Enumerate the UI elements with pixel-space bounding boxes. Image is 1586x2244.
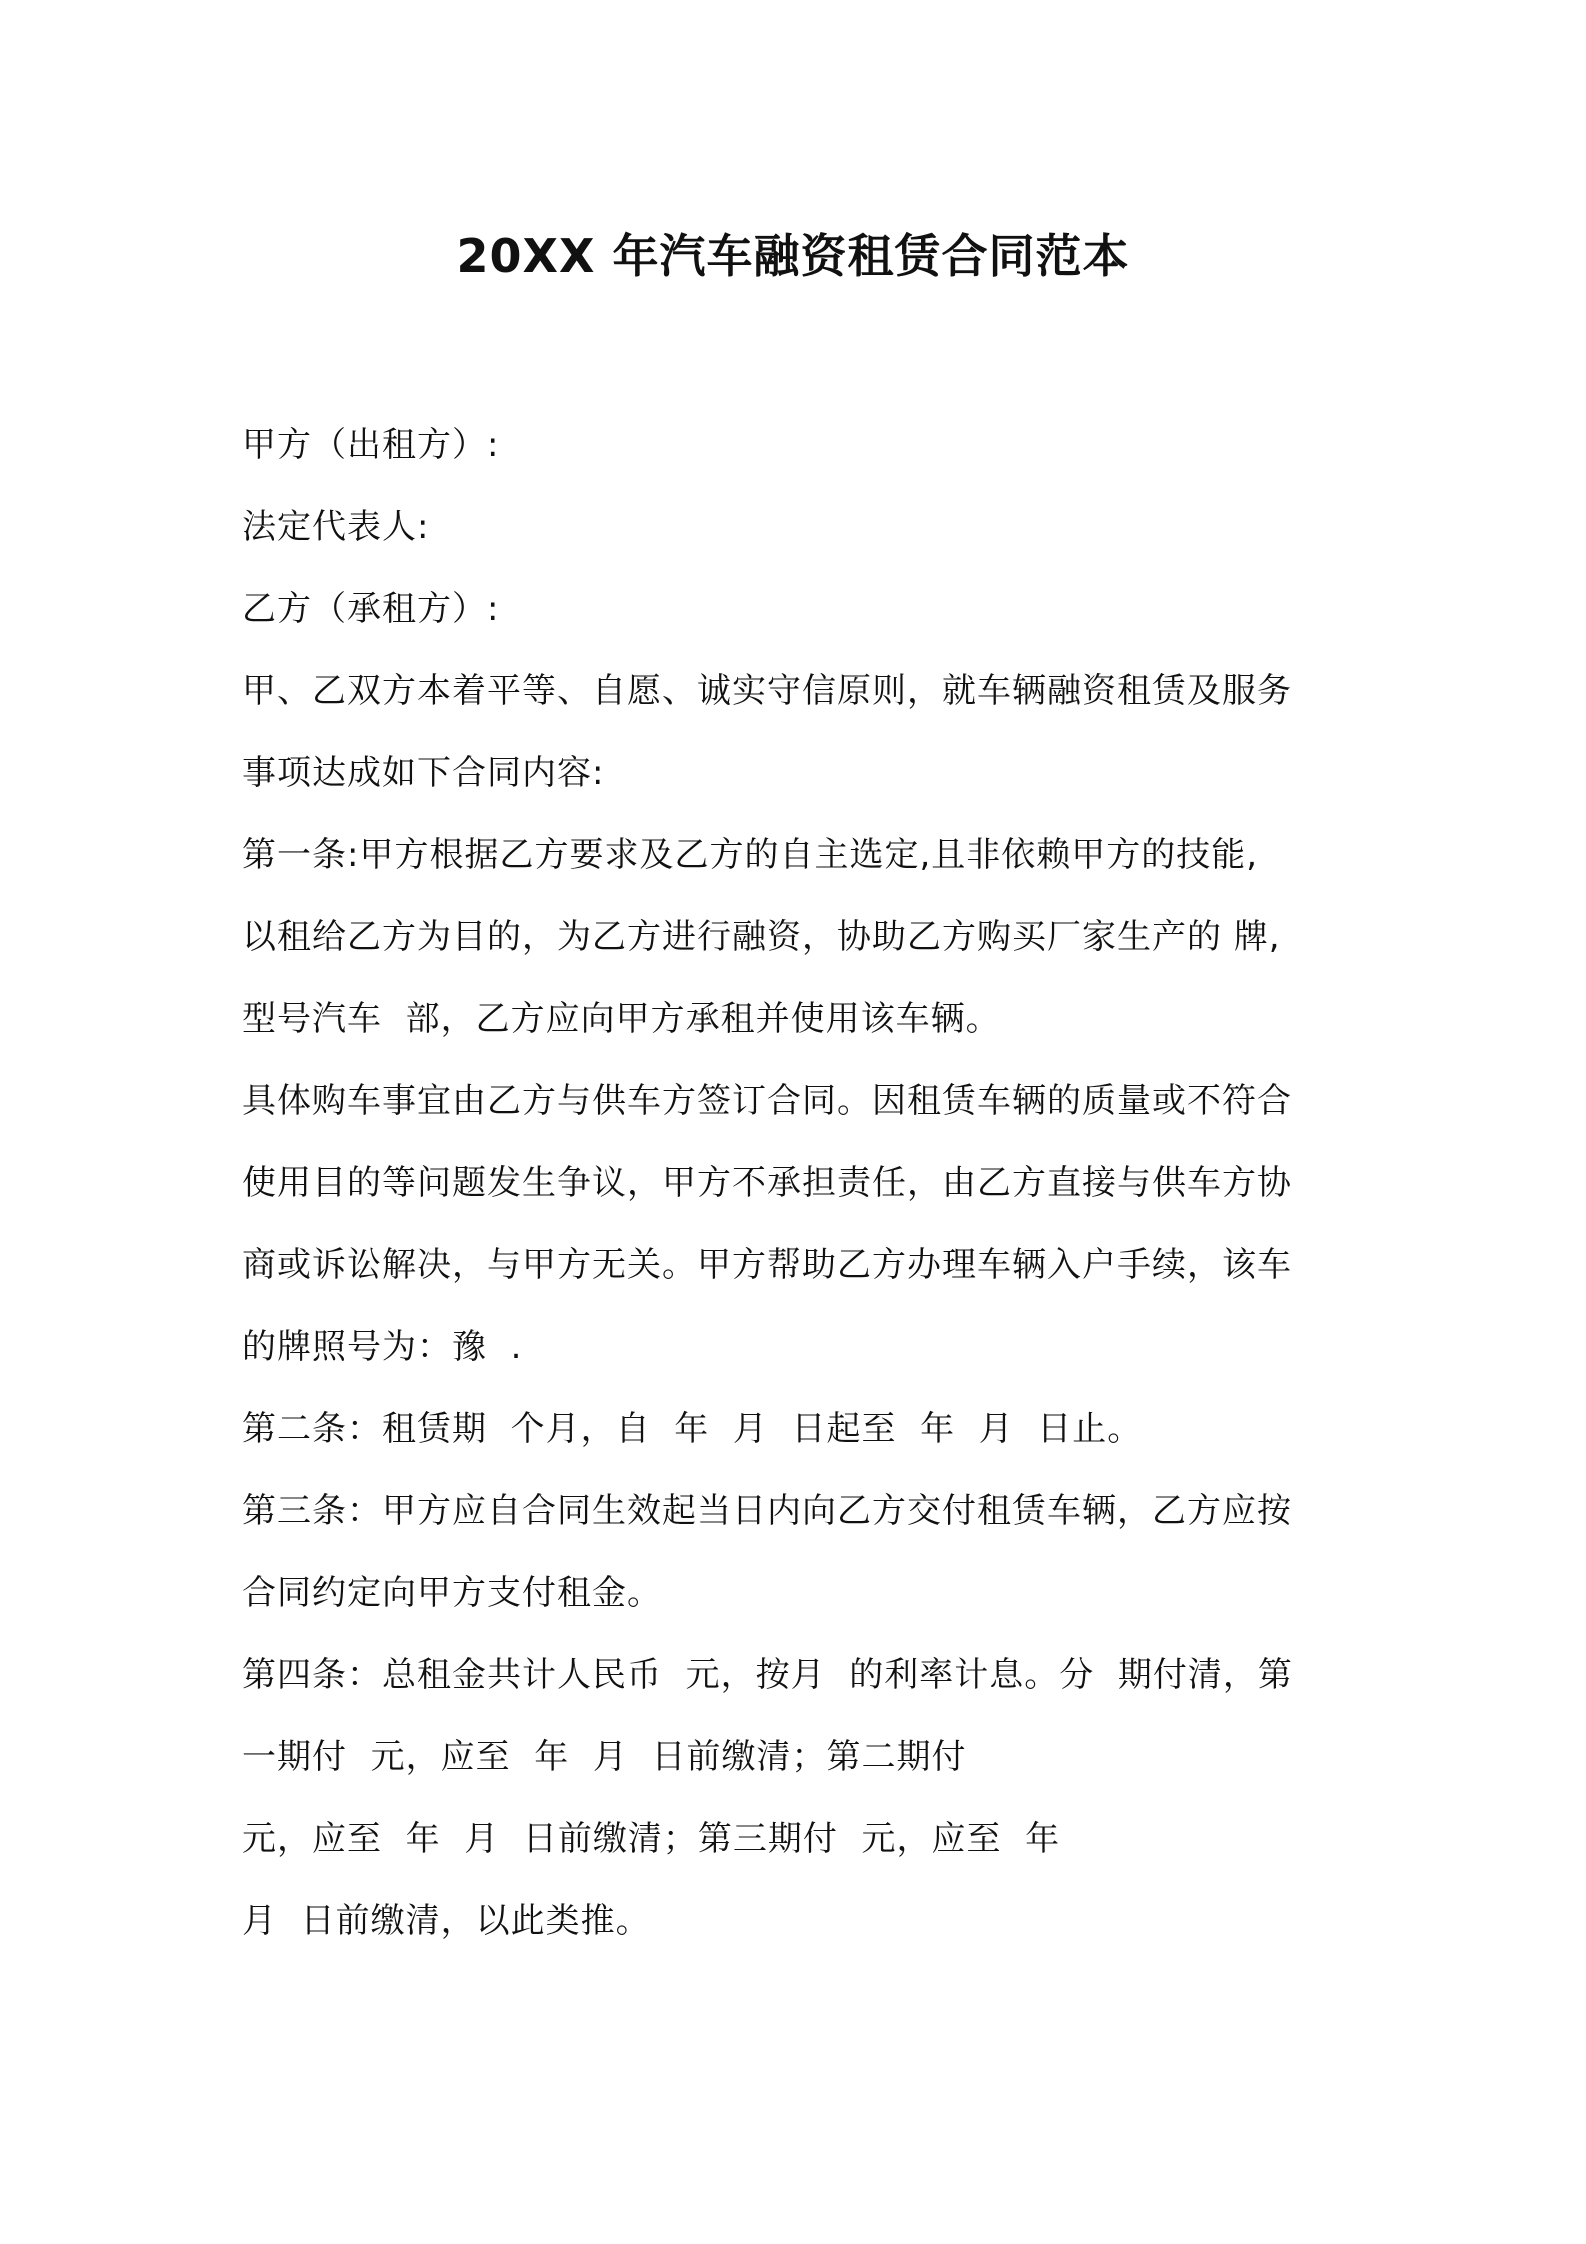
legal-representative-line: 法定代表人: — [242, 507, 430, 547]
document-body — [242, 404, 1362, 1962]
article-4-line-3: 元，应至 年 月 日前缴清；第三期付 元，应至 年 — [242, 1819, 1061, 1859]
article-4-line-1: 第四条：总租金共计人民币 元，按月 的利率计息。分 期付清，第 — [242, 1655, 1293, 1695]
license-plate-line: 的牌照号为：豫 . — [242, 1327, 523, 1367]
purchase-paragraph-line-2: 使用目的等问题发生争议，甲方不承担责任，由乙方直接与供车方协 — [242, 1163, 1292, 1203]
party-a-line: 甲方（出租方）: — [242, 425, 500, 465]
article-1-line-1: 第一条:甲方根据乙方要求及乙方的自主选定,且非依赖甲方的技能, — [242, 835, 1259, 875]
purchase-paragraph-line-3: 商或诉讼解决，与甲方无关。甲方帮助乙方办理车辆入户手续，该车 — [242, 1245, 1292, 1285]
article-4-line-2: 一期付 元，应至 年 月 日前缴清；第二期付 — [242, 1737, 967, 1777]
article-1-line-2: 以租给乙方为目的，为乙方进行融资，协助乙方购买厂家生产的 牌, — [242, 917, 1281, 957]
article-1-line-3: 型号汽车 部，乙方应向甲方承租并使用该车辆。 — [242, 999, 1001, 1039]
purchase-paragraph-line-1: 具体购车事宜由乙方与供车方签订合同。因租赁车辆的质量或不符合 — [242, 1081, 1292, 1121]
article-2-line: 第二条：租赁期 个月，自 年 月 日起至 年 月 日止。 — [242, 1409, 1143, 1449]
intro-line-2: 事项达成如下合同内容: — [242, 753, 605, 793]
intro-line-1: 甲、乙双方本着平等、自愿、诚实守信原则，就车辆融资租赁及服务 — [242, 671, 1292, 711]
article-3-line-1: 第三条：甲方应自合同生效起当日内向乙方交付租赁车辆，乙方应按 — [242, 1491, 1292, 1531]
document-title: 20XX 年汽车融资租赁合同范本 — [456, 229, 1130, 283]
article-3-line-2: 合同约定向甲方支付租金。 — [242, 1573, 662, 1613]
article-4-line-4: 月 日前缴清，以此类推。 — [242, 1901, 651, 1941]
party-b-line: 乙方（承租方）: — [242, 589, 500, 629]
